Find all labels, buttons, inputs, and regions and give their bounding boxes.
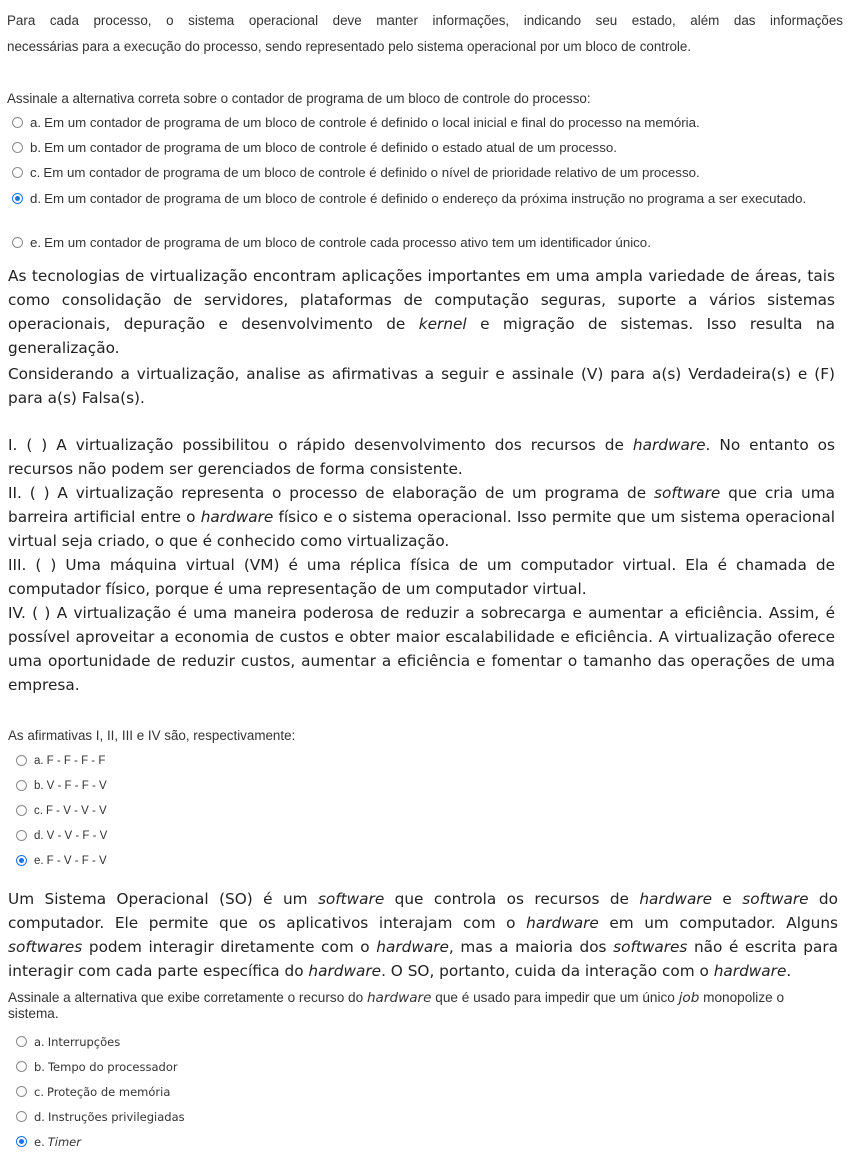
- q1-option-e-radio[interactable]: [12, 237, 23, 248]
- q3-context: Um Sistema Operacional (SO) é um software que controla os recursos de hardware e software do computador. Ele permite que os aplicativos interajam com o hardware em um computador. Alguns softwares podem interagir diretamente com o hardware, mas a maioria dos softwares não é escrita para interagir com cada parte específica do hardware. O SO, portanto, cuida da interação com o hardware.: [8, 890, 839, 980]
- q2-statement-4: IV. ( ) A virtualização é uma maneira poderosa de reduzir a sobrecarga e aumentar a eficiência. Assim, é possível aproveitar a economia de custos e obter maior escalabilidade e eficiência. A virtualização oferece uma oportunidade de reduzir custos, aumentar a eficiência e fomentar o tamanho das operações de uma empresa.: [8, 604, 835, 694]
- q3-option-b-radio[interactable]: [16, 1061, 27, 1072]
- q2-option-c[interactable]: c. F - V - V - V: [16, 802, 107, 820]
- q1-intro: [7, 8, 843, 60]
- q1-option-d-radio-selected[interactable]: [12, 193, 23, 204]
- q2-option-d-radio[interactable]: [16, 830, 27, 841]
- q1-option-d[interactable]: d. Em um contador de programa de um bloco de controle é definido o endereço da próxima instrução no programa a ser executado.: [12, 190, 826, 208]
- q3-option-e-radio-selected[interactable]: [16, 1136, 27, 1147]
- q2-option-e-radio-selected[interactable]: [16, 855, 27, 866]
- q1-option-c[interactable]: c. Em um contador de programa de um bloco de controle é definido o nível de prioridade relativo de um processo.: [12, 164, 842, 182]
- q3-option-b[interactable]: b. Tempo do processador: [16, 1058, 178, 1076]
- q1-option-e[interactable]: e. Em um contador de programa de um bloco de controle cada processo ativo tem um identificador único.: [12, 234, 842, 252]
- q1-option-b[interactable]: b. Em um contador de programa de um bloco de controle é definido o estado atual de um processo.: [12, 139, 842, 157]
- q3-option-d-radio[interactable]: [16, 1111, 27, 1122]
- q2-option-b[interactable]: b. V - F - F - V: [16, 777, 107, 795]
- q3-stem: Assinale a alternativa que exibe corretamente o recurso do hardware que é usado para impedir que um único job monopolize o sistema.: [8, 990, 785, 1021]
- q2-statements: [8, 433, 835, 697]
- q3-option-c-radio[interactable]: [16, 1086, 27, 1097]
- q1-option-a-radio[interactable]: [12, 117, 23, 128]
- q1-option-a[interactable]: a. Em um contador de programa de um bloco de controle é definido o local inicial e final do processo na memória.: [12, 114, 842, 132]
- q1-intro-line2: necessárias para a execução do processo, sendo representado pelo sistema operacional por um bloco de controle.: [7, 39, 692, 54]
- q2-instruction: Considerando a virtualização, analise as afirmativas a seguir e assinale (V) para a(s) Verdadeira(s) e (F) para a(s) Falsa(s).: [8, 365, 835, 407]
- q2-paragraph-1: As tecnologias de virtualização encontram aplicações importantes em uma ampla variedade de áreas, tais como consolidação de servidores, plataformas de computação seguras, suporte a vários sistemas operacionais, depuração e desenvolvimento de kernel e migração de sistemas. Isso resulta na generalização.: [8, 267, 835, 357]
- q1-option-b-radio[interactable]: [12, 142, 23, 153]
- q2-option-e[interactable]: e. F - V - F - V: [16, 852, 107, 870]
- q2-statement-2: II. ( ) A virtualização representa o processo de elaboração de um programa de software que cria uma barreira artificial entre o hardware físico e o sistema operacional. Isso permite que um sistema operacional virtual seja criado, o que é conhecido como virtualização.: [8, 484, 835, 550]
- q1-intro-line1: Para cada processo, o sistema operacional deve manter informações, indicando seu estado, além das informações: [7, 13, 843, 28]
- q2-statement-1: I. ( ) A virtualização possibilitou o rápido desenvolvimento dos recursos de hardware. No entanto os recursos não podem ser gerenciados de forma consistente.: [8, 436, 836, 478]
- q2-option-b-radio[interactable]: [16, 780, 27, 791]
- q3-option-d[interactable]: d. Instruções privilegiadas: [16, 1108, 185, 1126]
- q1-option-c-radio[interactable]: [12, 167, 23, 178]
- q2-option-d[interactable]: d. V - V - F - V: [16, 827, 107, 845]
- q2-statement-3: III. ( ) Uma máquina virtual (VM) é uma réplica física de um computador virtual. Ela é chamada de computador físico, porque é uma representação de um computador virtual.: [8, 556, 835, 598]
- q2-context: [8, 264, 835, 360]
- q3-option-a-radio[interactable]: [16, 1036, 27, 1047]
- q2-option-c-radio[interactable]: [16, 805, 27, 816]
- q1-stem: Assinale a alternativa correta sobre o contador de programa de um bloco de controle do processo:: [7, 91, 591, 106]
- q3-option-e[interactable]: e. Timer: [16, 1133, 81, 1151]
- q2-option-a-radio[interactable]: [16, 755, 27, 766]
- q3-option-a[interactable]: a. Interrupções: [16, 1033, 120, 1051]
- q2-stem: As afirmativas I, II, III e IV são, respectivamente:: [8, 728, 296, 743]
- q3-option-c[interactable]: c. Proteção de memória: [16, 1083, 170, 1101]
- q2-option-a[interactable]: a. F - F - F - F: [16, 752, 105, 770]
